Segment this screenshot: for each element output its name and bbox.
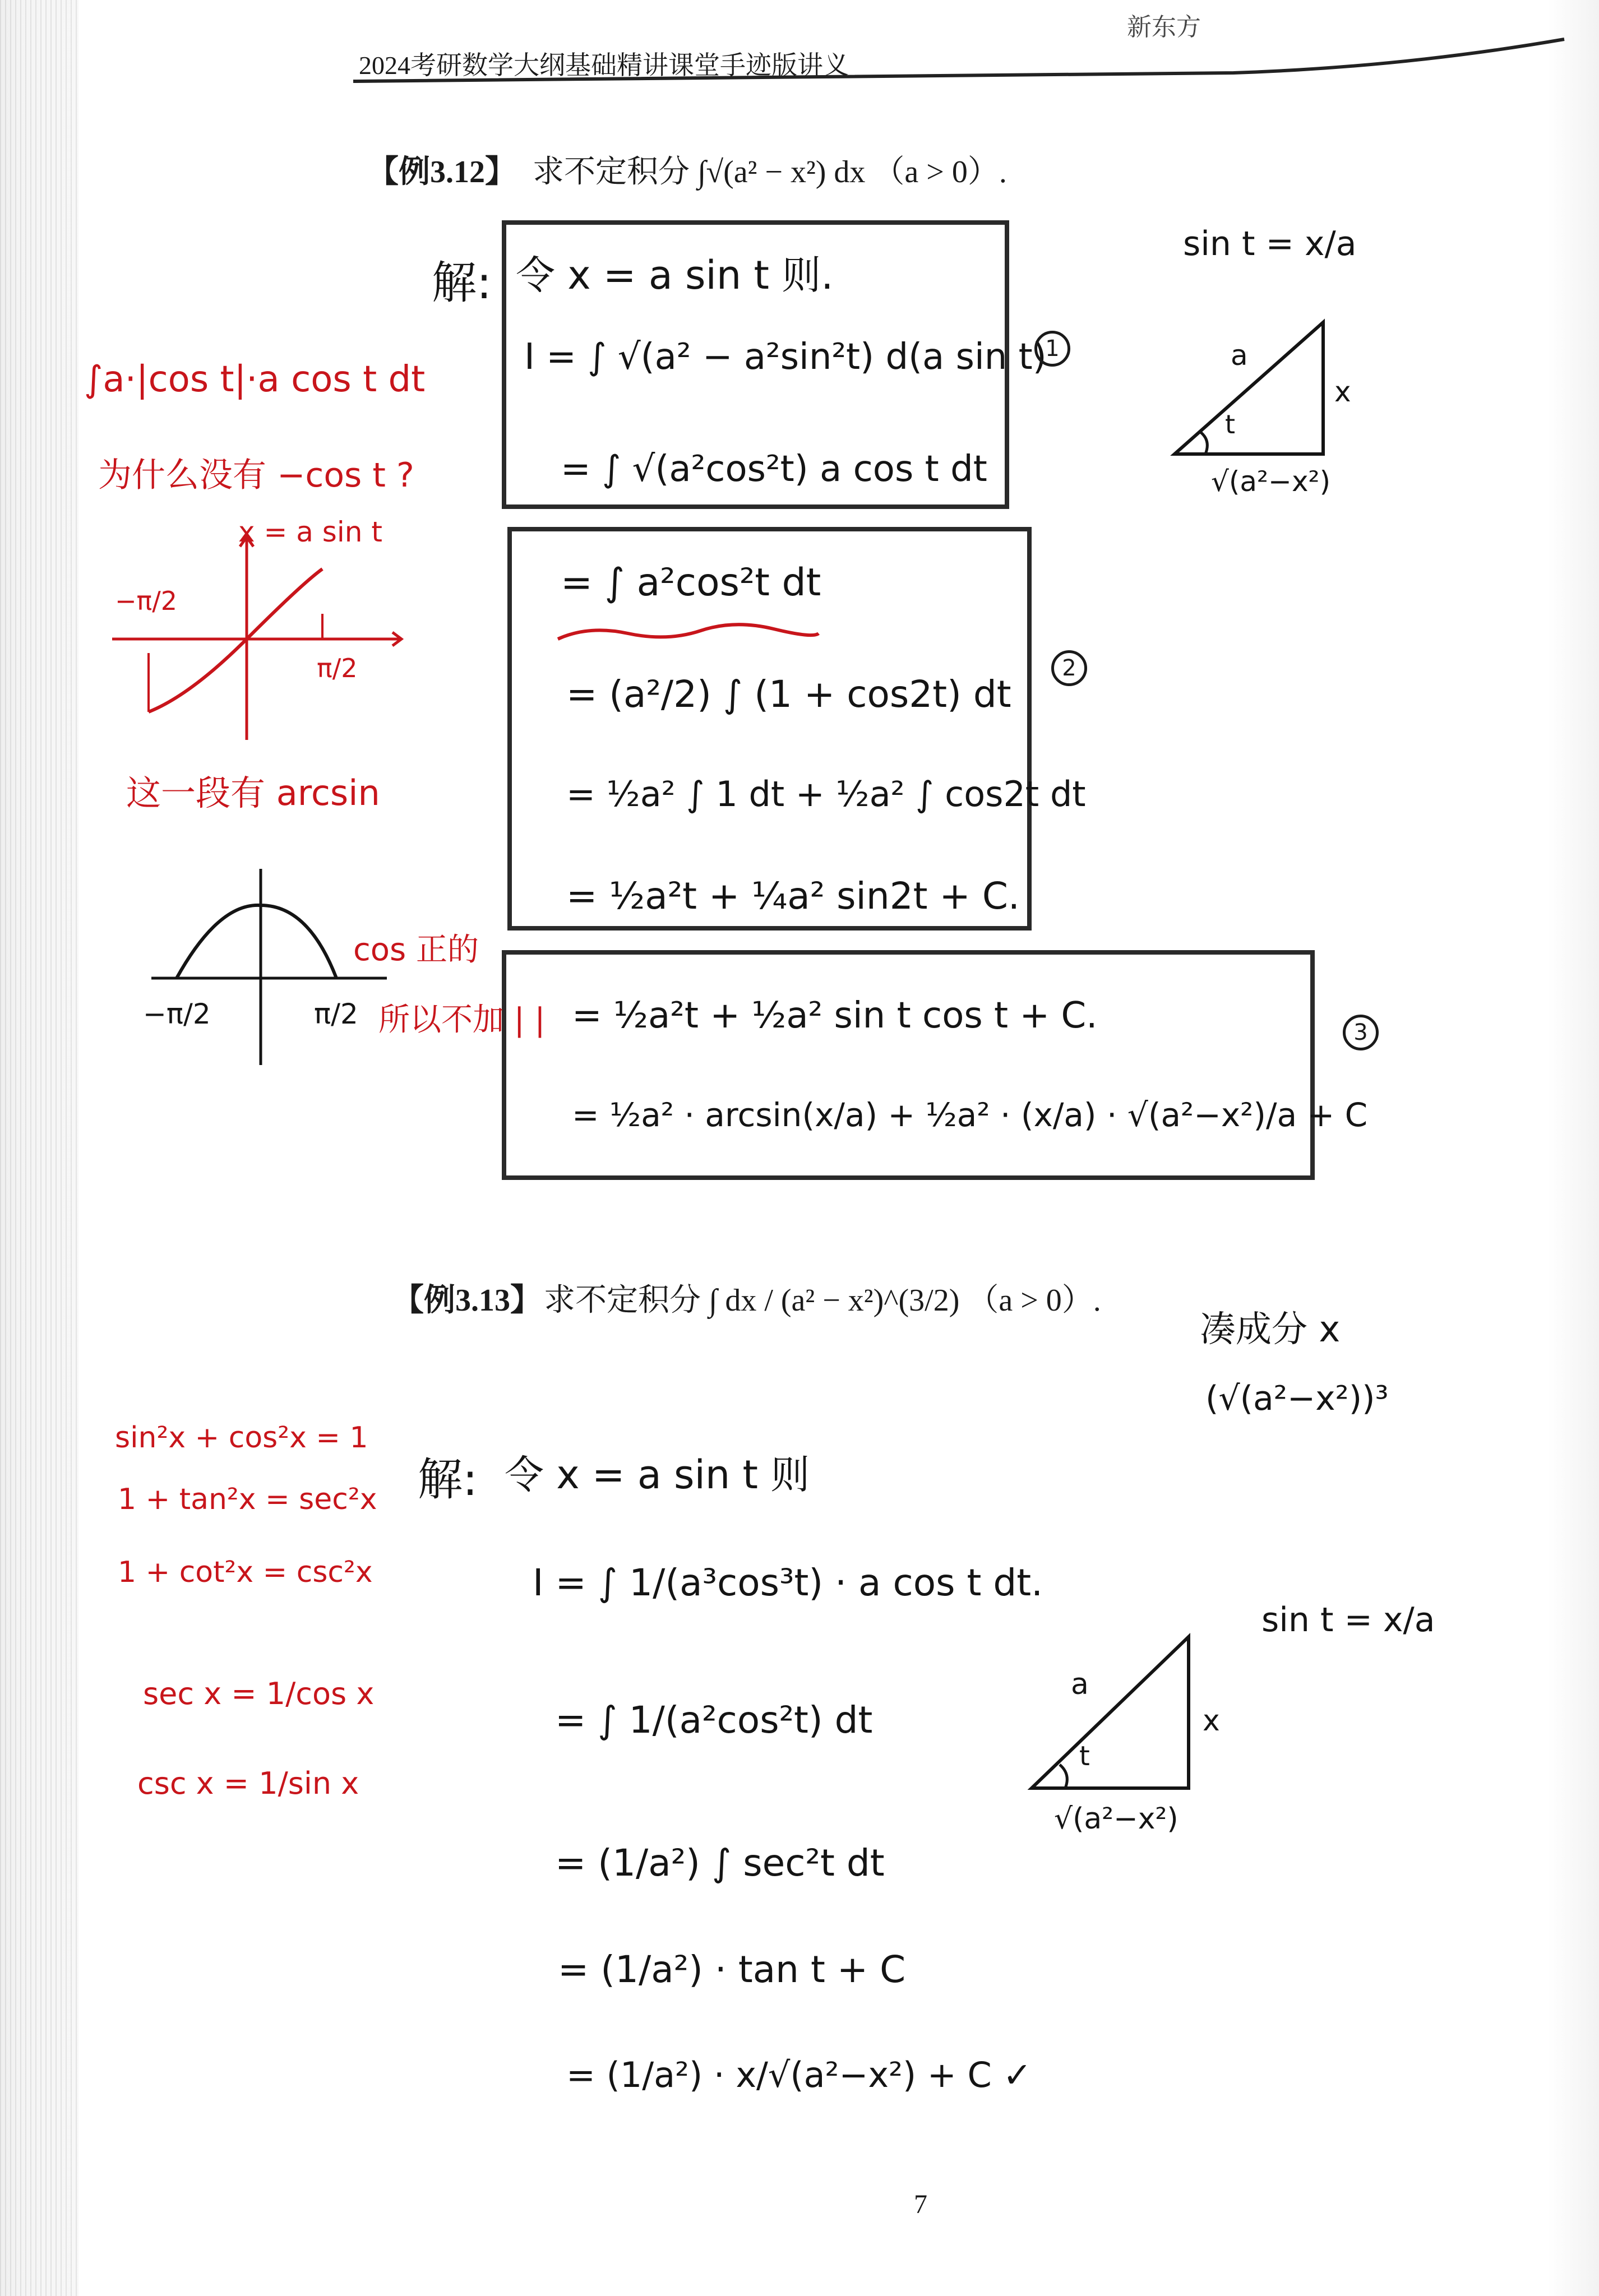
cos-tick-right: π/2 bbox=[314, 998, 358, 1030]
example-312-label: 【例3.12】 bbox=[367, 155, 516, 189]
box2-line3: = ½a² ∫ 1 dt + ½a² ∫ cos2t dt bbox=[566, 774, 1086, 814]
example-313-step-3: = ∫ 1/(a²cos²t) dt bbox=[555, 1698, 873, 1742]
example-313-step-2: I = ∫ 1/(a³cos³t) · a cos t dt. bbox=[533, 1561, 1043, 1604]
triangle-313-opp: x bbox=[1203, 1704, 1220, 1738]
example-312-prompt: 求不定积分 ∫√(a² − x²) dx （a > 0）. bbox=[533, 155, 1007, 189]
box2-line4: = ½a²t + ¼a² sin2t + C. bbox=[566, 874, 1020, 918]
header-corner-text: 新东方 bbox=[1127, 13, 1201, 41]
example-313-prompt: 求不定积分 ∫ dx / (a² − x²)^(3/2) （a > 0）. bbox=[544, 1283, 1101, 1318]
example-313-step-4: = (1/a²) ∫ sec²t dt bbox=[555, 1841, 885, 1885]
box3-line1: = ½a²t + ½a² sin t cos t + C. bbox=[572, 995, 1098, 1036]
triangle-312-hyp: a bbox=[1231, 339, 1248, 372]
margin-note-3: 这一段有 arcsin bbox=[126, 772, 380, 813]
step-marker-3: 3 bbox=[1343, 1015, 1379, 1050]
example-313-solution-start: 解: bbox=[418, 1453, 478, 1506]
identity-3: 1 + cot²x = csc²x bbox=[118, 1556, 373, 1589]
identity-4: sec x = 1/cos x bbox=[143, 1676, 375, 1711]
margin-note-4: cos 正的 bbox=[353, 932, 479, 968]
box2-line1: = ∫ a²cos²t dt bbox=[561, 561, 821, 605]
example-313-note-right: 凑成分 x bbox=[1200, 1309, 1341, 1350]
triangle-313-angle: t bbox=[1079, 1740, 1090, 1772]
step-marker-1: 1 bbox=[1034, 331, 1070, 367]
graph-tick-left: −π/2 bbox=[115, 586, 178, 616]
example-313-step-6: = (1/a²) · x/√(a²−x²) + C ✓ bbox=[566, 2054, 1032, 2095]
example-313-note-right-expr: (√(a²−x²))³ bbox=[1205, 1379, 1389, 1418]
identity-2: 1 + tan²x = sec²x bbox=[118, 1483, 377, 1516]
step-marker-2: 2 bbox=[1051, 650, 1087, 686]
example-313-step-5: = (1/a²) · tan t + C bbox=[558, 1948, 906, 1991]
example-312-solution-start: 解: bbox=[432, 257, 492, 309]
triangle-312-relation: sin t = x/a bbox=[1183, 224, 1357, 263]
triangle-313-relation: sin t = x/a bbox=[1261, 1600, 1435, 1640]
example-313-label: 【例3.13】 bbox=[392, 1283, 542, 1318]
graph-label: x = a sin t bbox=[238, 516, 382, 548]
margin-note-5: 所以不加 | | bbox=[378, 1002, 546, 1038]
identity-1: sin²x + cos²x = 1 bbox=[115, 1421, 368, 1455]
box3-line2: = ½a² · arcsin(x/a) + ½a² · (x/a) · √(a²−x²)/a + C bbox=[572, 1096, 1368, 1134]
box1-line1: 令 x = a sin t 则. bbox=[516, 252, 834, 298]
cos-tick-left: −π/2 bbox=[143, 998, 211, 1030]
box1-line3: = ∫ √(a²cos²t) a cos t dt bbox=[561, 448, 987, 490]
triangle-312-opp: x bbox=[1334, 376, 1351, 408]
identity-5: csc x = 1/sin x bbox=[137, 1766, 359, 1801]
triangle-313-hyp: a bbox=[1071, 1668, 1089, 1701]
box1-line2: I = ∫ √(a² − a²sin²t) d(a sin t) bbox=[524, 336, 1047, 378]
graph-tick-right: π/2 bbox=[317, 653, 358, 683]
triangle-312-angle: t bbox=[1225, 409, 1236, 439]
margin-note-1: ∫a·|cos t|·a cos t dt bbox=[84, 359, 426, 400]
triangle-313-adj: √(a²−x²) bbox=[1054, 1802, 1179, 1836]
margin-note-2: 为什么没有 −cos t ? bbox=[98, 456, 414, 495]
box2-line2: = (a²/2) ∫ (1 + cos2t) dt bbox=[566, 673, 1011, 716]
header-title: 2024考研数学大纲基础精讲课堂手迹版讲义 bbox=[359, 51, 849, 80]
example-313-step-1: 令 x = a sin t 则 bbox=[505, 1452, 810, 1498]
page-number: 7 bbox=[914, 2189, 927, 2219]
triangle-312-adj: √(a²−x²) bbox=[1211, 465, 1331, 498]
